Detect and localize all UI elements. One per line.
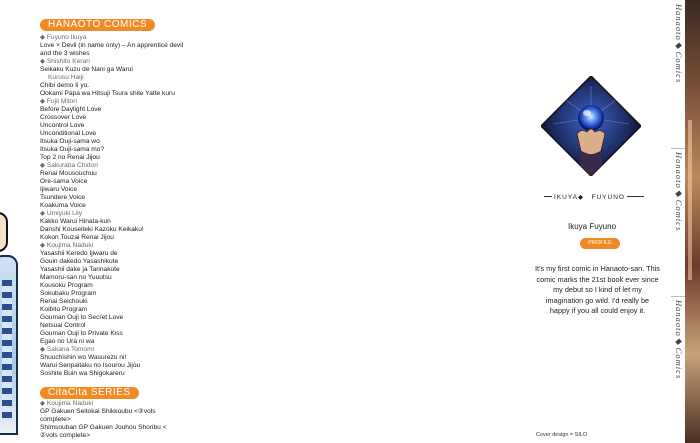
hand-artwork	[0, 212, 8, 252]
book-title: Gouman Ouji to Private Kiss	[40, 330, 123, 337]
author-name: ◆ Shishito Kerari	[40, 58, 90, 65]
book-title: Tsundere Voice	[40, 194, 86, 201]
cover-design-credit: Cover design = SILO	[536, 432, 588, 438]
spine-divider	[671, 296, 685, 297]
hanaoto-title-list	[40, 34, 190, 378]
book-title: Love × Devil (in name only) – An apprentice devil	[40, 42, 184, 49]
author-bio: It's my first comic in Hanaoto-san. This comic marks the 21st book ever since my debut so I kind of let my imagination go wild. I'd really be happy if you all could enjoy it.	[535, 264, 660, 315]
spine-divider	[671, 148, 685, 149]
author-name: ◆ Fuyuno Ikuya	[40, 34, 87, 41]
artist-name: Ikuya Fuyuno	[568, 222, 617, 231]
striped-cuff-artwork	[2, 280, 12, 420]
author-name: ◆ Sakuraba Chidori	[40, 162, 98, 169]
book-spine	[671, 0, 685, 443]
book-title: Itsuka Ouji-sama wo	[40, 138, 100, 145]
spine-label: Hanaoto◆Comics	[674, 152, 684, 232]
book-title: Seikaku Kuzu de Nani ga Warui	[40, 66, 133, 73]
book-title: Danshi Kouseiteki Kazoku Keikaku!	[40, 226, 144, 233]
book-title: Chibi demo Ii yo.	[40, 82, 90, 89]
book-title: Koibito Program	[40, 306, 88, 313]
illustration-caption: IKUYA◆ FUYUNO	[554, 194, 625, 201]
citacita-title-list	[40, 400, 190, 440]
book-title: Kousoku Program	[40, 282, 93, 289]
book-title: Yasashii Keredo Ijiwaru de	[40, 250, 118, 257]
author-illustration	[541, 76, 641, 176]
book-title: Renai Mousouchuu	[40, 170, 97, 177]
author-name: ◆ Umiyuki Lily	[40, 210, 83, 217]
book-title: Uncontrol Love	[40, 122, 85, 129]
book-title: Ore-sama Voice	[40, 178, 88, 185]
book-title: Ijiwaru Voice	[40, 186, 78, 193]
book-title: Gouman Ouji to Secret Love	[40, 314, 124, 321]
spine-label: Hanaoto◆Comics	[674, 300, 684, 380]
author-name: ◆ Koujima Naduki	[40, 242, 94, 249]
book-title: Before Daylight Love	[40, 106, 102, 113]
book-title: Sokubaku Program	[40, 290, 97, 297]
left-edge-artwork	[0, 0, 20, 443]
author-name: ◆ Sakana Tomomi	[40, 346, 95, 353]
book-title: Egao no Ura ni wa	[40, 338, 95, 345]
book-title: Gouin dakedo Yasashikute	[40, 258, 119, 265]
citacita-series-header: CitaCita SERIES	[40, 387, 139, 399]
book-title: Shuuchishin wo Wasurezu ni!	[40, 354, 127, 361]
book-title: Top 2 no Renai Jijou	[40, 154, 100, 161]
book-title: Itsuka Ouji-sama mo?	[40, 146, 105, 153]
book-title: Netsuai Control	[40, 322, 86, 329]
book-title: Crossover Love	[40, 114, 87, 121]
book-title: complete>	[40, 416, 71, 423]
author-name: ◆ Fujii Mitori	[40, 98, 77, 105]
book-title: Kakko Warui Hinata-kun	[40, 218, 111, 225]
book-title: Renai Seichouki	[40, 298, 88, 305]
book-title: ②vols complete>	[40, 432, 91, 439]
book-title: and the 3 wishes	[40, 50, 90, 57]
citacita-series-header-wrap	[40, 382, 139, 400]
book-title: Koakuma Voice	[40, 202, 86, 209]
author-name: ◆ Koujima Naduki	[40, 400, 94, 407]
book-title: Shimsouban GP Gakuen Jouhou Shoribu <	[40, 424, 167, 431]
hanaoto-comics-header-wrap	[40, 14, 155, 32]
book-title: GP Gakuen Seitokai Shikkoubu <③vols	[40, 408, 156, 415]
hanaoto-comics-header: HANAOTO COMICS	[40, 19, 155, 31]
book-title: Mamoru-san no Yuuutsu	[40, 274, 112, 281]
book-title: Ookami Papa wa Hitsuji Tsura shite Yatte kuru	[40, 90, 175, 97]
book-title: Yasashii dake ja Tarinakute	[40, 266, 120, 273]
book-title: Unconditional Love	[40, 130, 97, 137]
book-title: Soshite Buin wa Shigokareru	[40, 370, 125, 377]
profile-badge: PROFILE	[580, 238, 620, 249]
right-edge-highlight	[688, 120, 692, 280]
book-title: Kokon Touzai Renai Jijou	[40, 234, 114, 241]
spine-label: Hanaoto◆Comics	[674, 4, 684, 84]
book-title: Warui Senpaitaku no Isourou Jijou	[40, 362, 141, 369]
author-name: Kurusu Haiji	[48, 74, 84, 81]
